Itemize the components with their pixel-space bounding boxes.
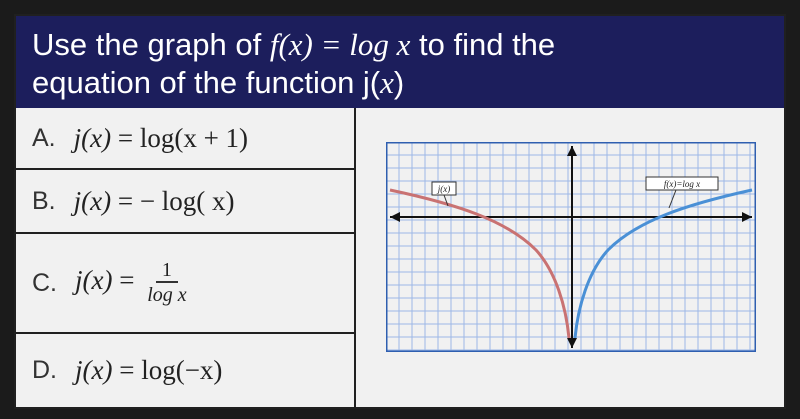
option-letter: C.: [32, 268, 57, 297]
question-text-2: to find the: [410, 27, 556, 62]
question-card: [14, 14, 786, 409]
option-expression: j(x) = − log( x): [73, 185, 235, 216]
option-d[interactable]: [16, 334, 354, 407]
log-graph: [386, 142, 756, 352]
question-text-3: equation of the function: [32, 65, 363, 100]
curve-f: [575, 190, 752, 338]
fraction: $\frac{1}{\text{log x}}$: [147, 259, 187, 306]
label-j: j(x): [437, 184, 451, 194]
option-expression: j(x) = log(x + 1): [73, 122, 249, 153]
graph-panel: [356, 108, 784, 407]
function-f-expression: f(x) = log x: [269, 27, 411, 62]
answer-options: [16, 108, 356, 407]
option-a[interactable]: [16, 108, 354, 170]
label-f: f(x)=log x: [663, 179, 701, 189]
option-expression: j(x) = log(−x): [75, 355, 223, 385]
question-text-1: Use the graph of: [32, 27, 270, 62]
option-c[interactable]: [16, 234, 354, 334]
option-letter: B.: [32, 186, 56, 215]
option-b[interactable]: [16, 170, 354, 234]
option-letter: D.: [32, 356, 57, 384]
function-j-name: j(: [362, 65, 381, 100]
function-j-variable: x: [380, 65, 394, 100]
question-header: [16, 16, 784, 108]
option-expression: j(x) = $\frac{1}{\text{log x}}$: [75, 259, 187, 306]
option-letter: A.: [32, 123, 56, 152]
function-j-close: ): [393, 65, 405, 100]
